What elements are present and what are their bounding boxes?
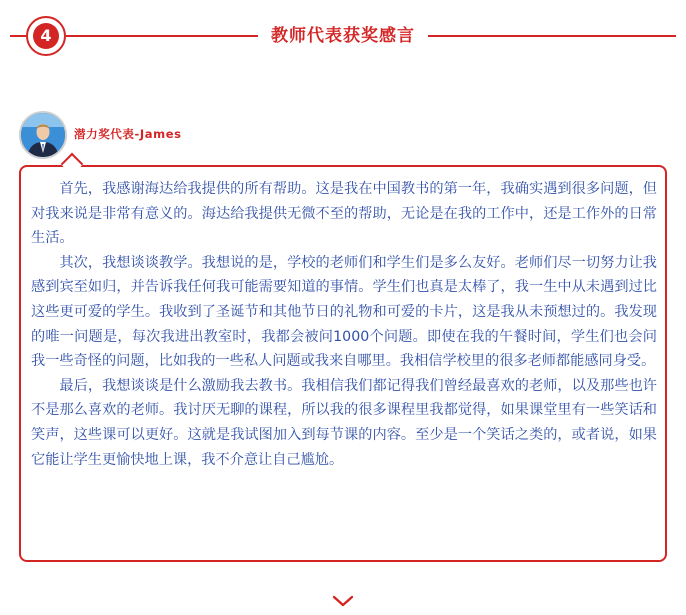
speech-paragraph: 最后，我想谈谈是什么激励我去教书。我相信我们都记得我们曾经最喜欢的老师，以及那些也许不是那么喜欢的老师。我讨厌无聊的课程，所以我的很多课程里我都觉得，如果课堂里有一些笑话和笑声，这些课可以更好。这就是我试图加入到每节课的内容。至少是一个笑话之类的，或者说，如果它能让学生更愉快地上课，我不介意让自己尴尬。 bbox=[31, 377, 657, 468]
header-rule-left bbox=[10, 35, 26, 37]
speech-paragraph: 其次，我想谈谈教学。我想说的是，学校的老师们和学生们是多么友好。老师们尽一切努力让我感到宾至如归，并告诉我任何我可能需要知道的事情。学生们也真是太棒了，我一生中从未遇到过比这些更可爱的学生。我收到了圣诞节和其他节日的礼物和可爱的卡片，这是我从未预想过的。我发现的唯一问题是，每次我进出教室时，我都会被问1000个问题。即使在我的午餐时间，学生们也会问我一些奇怪的问题，比如我的一些私人问题或我来自哪里。我相信学校里的很多老师都能感同身受。 bbox=[31, 254, 657, 370]
section-header bbox=[0, 16, 686, 56]
chevron-down-icon[interactable] bbox=[331, 593, 355, 609]
header-rule-right bbox=[428, 35, 676, 37]
speech-text bbox=[31, 177, 657, 472]
avatar-photo bbox=[21, 113, 65, 157]
section-number-badge bbox=[26, 16, 66, 56]
speaker-avatar bbox=[19, 111, 67, 159]
speaker-name-label: 潜力奖代表-James bbox=[74, 127, 182, 141]
section-number: 4 bbox=[33, 23, 59, 49]
speech-card bbox=[19, 165, 667, 562]
speech-paragraph: 首先，我感谢海达给我提供的所有帮助。这是我在中国教书的第一年，我确实遇到很多问题，但对我来说是非常有意义的。海达给我提供无微不至的帮助，无论是在我的工作中，还是工作外的日常生活。 bbox=[31, 181, 657, 247]
header-rule-middle bbox=[66, 35, 258, 37]
section-title: 教师代表获奖感言 bbox=[271, 26, 415, 46]
